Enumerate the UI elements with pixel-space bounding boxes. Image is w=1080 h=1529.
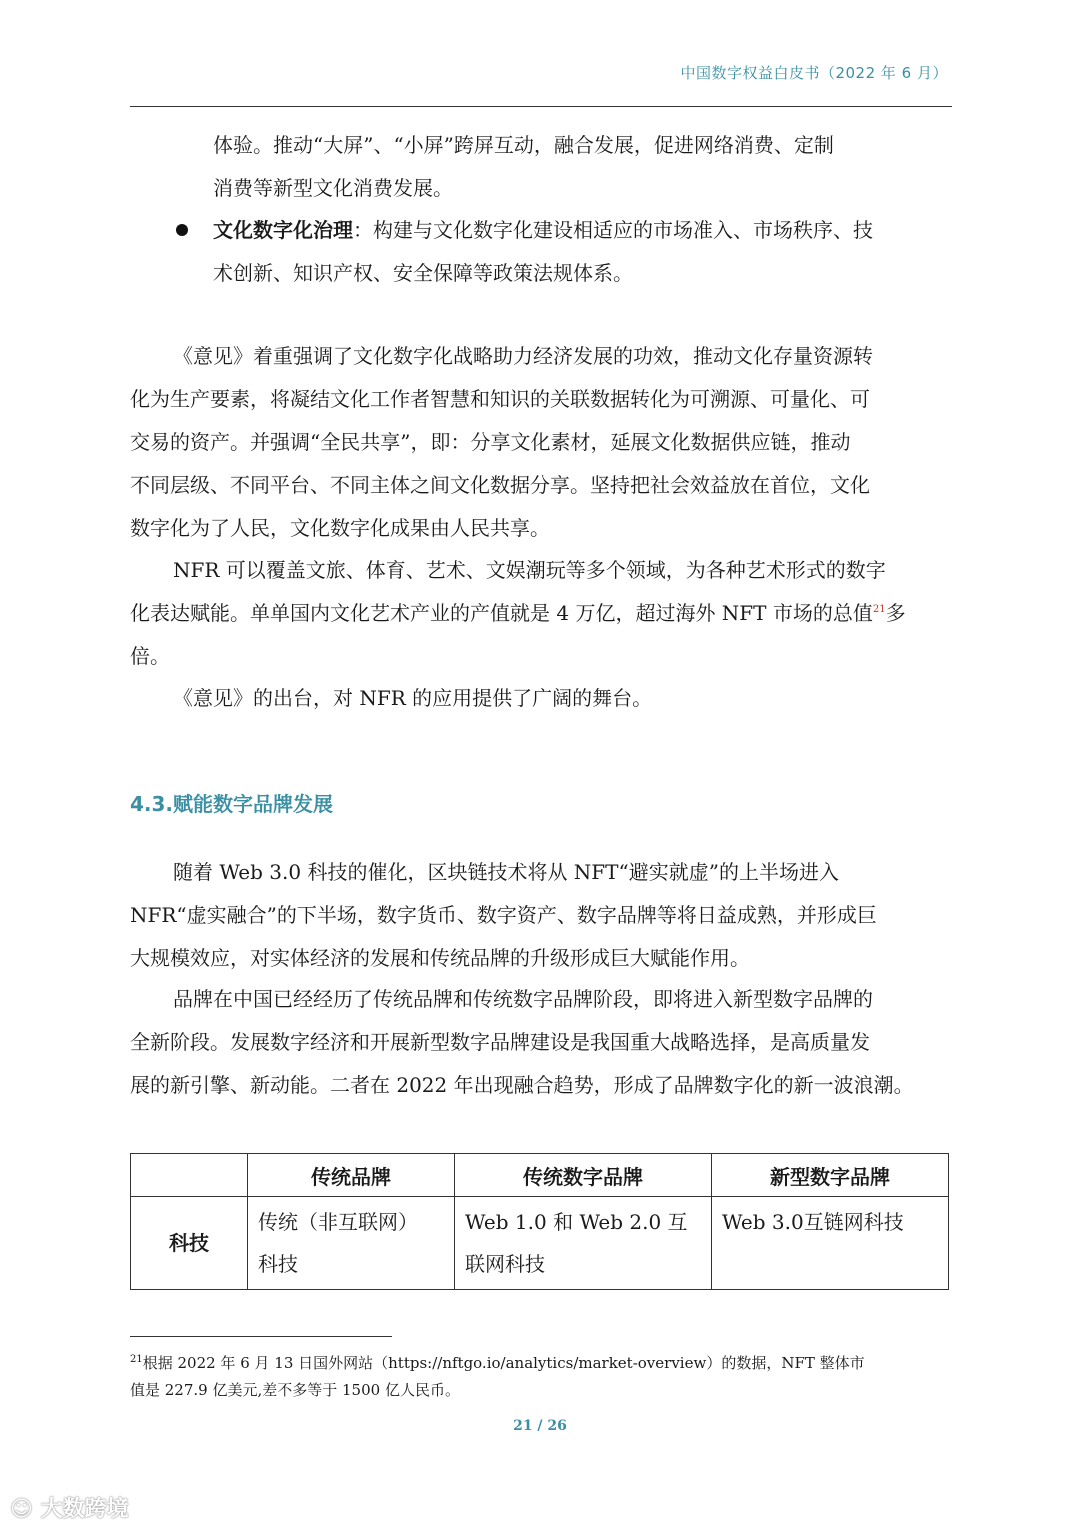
table-cell — [248, 1197, 455, 1290]
table-header-cell — [131, 1154, 248, 1197]
paragraph-brand — [130, 978, 914, 1107]
text-line: NFR 可以覆盖文旅、体育、艺术、文娱潮玩等多个领域，为各种艺术形式的数字 — [173, 558, 886, 582]
text-line: 数字化为了人民，文化数字化成果由人民共享。 — [130, 516, 550, 540]
section-heading: 4.3.赋能数字品牌发展 — [130, 792, 334, 816]
text-line: NFR“虚实融合”的下半场，数字货币、数字资产、数字品牌等将日益成熟，并形成巨 — [130, 903, 877, 927]
footnote — [130, 1346, 952, 1404]
page-header-title: 中国数字权益白皮书（2022 年 6 月） — [680, 64, 948, 82]
text-span: 化表达赋能。单单国内文化艺术产业的产值就是 4 万亿，超过海外 NFT 市场的总值 — [130, 601, 873, 625]
text-line: 消费等新型文化消费发展。 — [213, 176, 453, 200]
paragraph-stage — [130, 677, 652, 720]
cell-line: 联网科技 — [465, 1252, 545, 1276]
footnote-text: 根据 2022 年 6 月 13 日国外网站（https://nftgo.io/analytics/market-overview）的数据，NFT 整体市 — [142, 1354, 865, 1372]
cell-line: 传统（非互联网） — [258, 1210, 418, 1234]
cell-line: 科技 — [258, 1252, 298, 1276]
text-line: 展的新引擎、新动能。二者在 2022 年出现融合趋势，形成了品牌数字化的新一波浪潮。 — [130, 1073, 914, 1097]
text-line: 体验。推动“大屏”、“小屏”跨屏互动，融合发展，促进网络消费、定制 — [213, 133, 834, 157]
table-header-cell: 传统品牌 — [248, 1154, 455, 1197]
text-line: 品牌在中国已经经历了传统品牌和传统数字品牌阶段，即将进入新型数字品牌的 — [173, 987, 873, 1011]
header-rule — [130, 106, 952, 107]
footnote-reference[interactable]: 21 — [872, 604, 886, 615]
text-line: 《意见》的出台，对 NFR 的应用提供了广阔的舞台。 — [173, 686, 653, 710]
bullet-icon — [176, 224, 188, 236]
text-line — [213, 209, 873, 252]
text-line: 交易的资产。并强调“全民共享”，即：分享文化素材，延展文化数据供应链，推动 — [130, 430, 851, 454]
text-line: 《意见》着重强调了文化数字化战略助力经济发展的功效，推动文化存量资源转 — [173, 344, 873, 368]
weibo-icon: ☺ — [10, 1497, 33, 1522]
text-span: 多 — [885, 601, 906, 625]
footnote-marker: 21 — [130, 1354, 143, 1365]
text-line: 全新阶段。发展数字经济和开展新型数字品牌建设是我国重大战略选择，是高质量发 — [130, 1030, 870, 1054]
footnote-line: 值是 227.9 亿美元,差不多等于 1500 亿人民币。 — [130, 1381, 460, 1399]
brand-comparison-table — [130, 1153, 949, 1290]
bullet-continuation — [213, 124, 834, 210]
footnote-line — [130, 1346, 952, 1377]
watermark-text: 大数跨境 — [40, 1497, 129, 1522]
table-header-cell: 新型数字品牌 — [712, 1154, 949, 1197]
text-line — [130, 592, 906, 635]
table-header-row — [131, 1154, 949, 1197]
paragraph-nfr — [130, 549, 906, 678]
text-line: 随着 Web 3.0 科技的催化，区块链技术将从 NFT“避实就虚”的上半场进入 — [173, 860, 839, 884]
bullet-item-governance — [213, 209, 873, 295]
text-line: 倍。 — [130, 644, 170, 668]
bullet-text: ：构建与文化数字化建设相适应的市场准入、市场秩序、技 — [353, 218, 873, 242]
page-number: 21 / 26 — [513, 1418, 567, 1434]
table-cell — [712, 1197, 949, 1290]
text-line: 大规模效应，对实体经济的发展和传统品牌的升级形成巨大赋能作用。 — [130, 946, 750, 970]
bullet-term: 文化数字化治理 — [213, 218, 353, 242]
paragraph-opinion — [130, 335, 873, 550]
cell-line: Web 3.0互链网科技 — [722, 1210, 904, 1234]
table-header-cell: 传统数字品牌 — [455, 1154, 712, 1197]
text-line: 化为生产要素，将凝结文化工作者智慧和知识的关联数据转化为可溯源、可量化、可 — [130, 387, 870, 411]
table-row-label: 科技 — [131, 1197, 248, 1290]
table-cell — [455, 1197, 712, 1290]
cell-line: Web 1.0 和 Web 2.0 互 — [465, 1210, 688, 1234]
text-line: 术创新、知识产权、安全保障等政策法规体系。 — [213, 261, 633, 285]
watermark-logo — [10, 1492, 129, 1523]
paragraph-web3 — [130, 851, 877, 980]
table-row — [131, 1197, 949, 1290]
text-line: 不同层级、不同平台、不同主体之间文化数据分享。坚持把社会效益放在首位，文化 — [130, 473, 870, 497]
footnote-rule — [130, 1336, 392, 1337]
